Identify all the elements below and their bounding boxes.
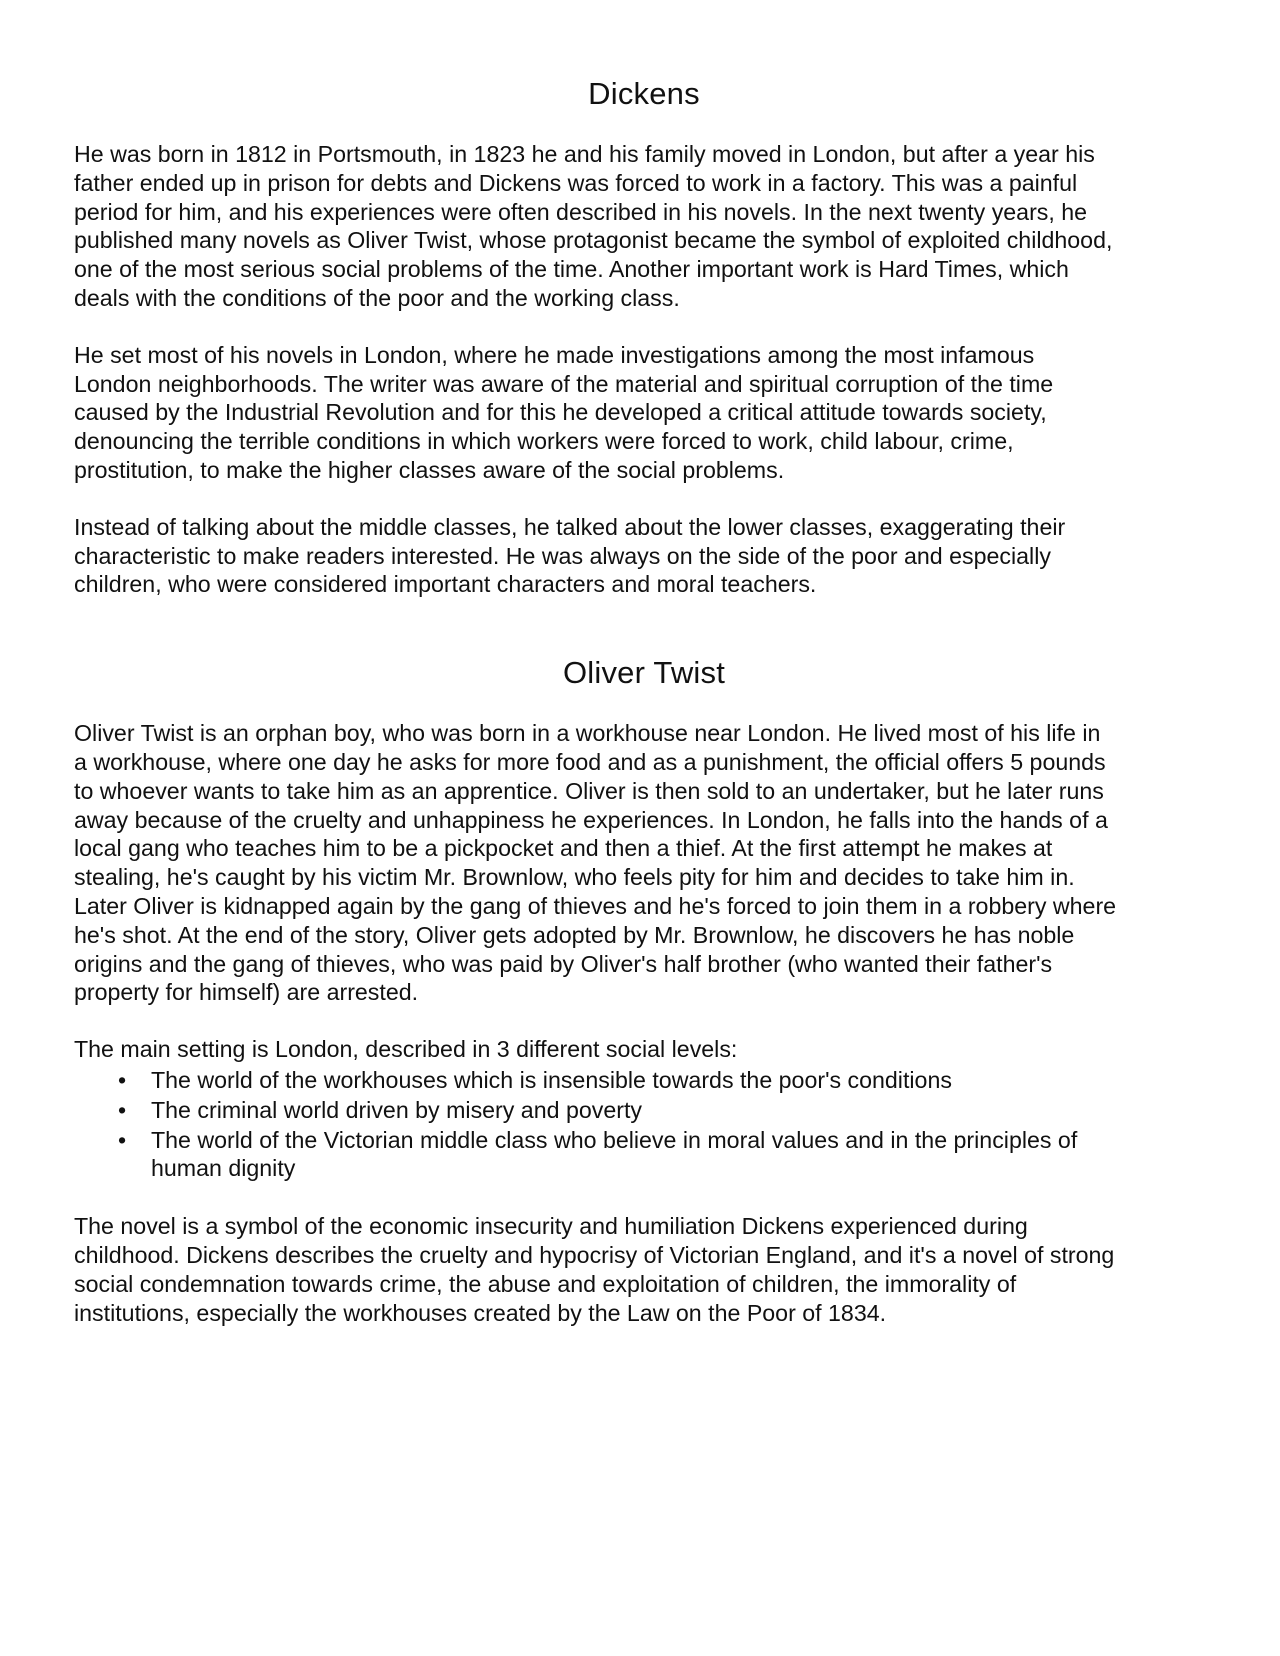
text-line: a workhouse, where one day he asks for more food and as a punishment, the official offers 5 pounds — [74, 748, 1106, 775]
paragraph-biography — [74, 140, 1214, 313]
text-line: The world of the Victorian middle class who believe in moral values and in the principles of — [151, 1126, 1078, 1153]
list-item — [74, 1126, 1214, 1184]
bullet-icon: • — [117, 1126, 127, 1153]
text-line: local gang who teaches him to be a pickpocket and then a thief. At the first attempt he makes at — [74, 835, 1053, 862]
text-line: away because of the cruelty and unhappiness he experiences. In London, he falls into the hands of a — [74, 806, 1108, 833]
text-line: Instead of talking about the middle classes, he talked about the lower classes, exaggerating their — [74, 513, 1066, 540]
text-line: caused by the Industrial Revolution and for this he developed a critical attitude towards society, — [74, 399, 1047, 426]
paragraph-conclusion — [74, 1212, 1214, 1327]
paragraph-plot-summary — [74, 719, 1214, 1007]
paragraph-lower-classes — [74, 513, 1214, 599]
text-line: children, who were considered important characters and moral teachers. — [74, 571, 817, 598]
list-item — [74, 1096, 1214, 1125]
paragraph-setting-intro — [74, 1035, 1214, 1064]
section-title-dickens: Dickens — [588, 76, 700, 111]
text-line: social condemnation towards crime, the abuse and exploitation of children, the immorality of — [74, 1270, 1017, 1297]
text-line: Oliver Twist is an orphan boy, who was born in a workhouse near London. He lived most of his life in — [74, 720, 1101, 747]
text-line: denouncing the terrible conditions in which workers were forced to work, child labour, crime, — [74, 428, 1014, 455]
text-line: The world of the workhouses which is insensible towards the poor's conditions — [151, 1066, 952, 1093]
paragraph-london-setting — [74, 341, 1214, 485]
text-line: He was born in 1812 in Portsmouth, in 1823 he and his family moved in London, but after a year his — [74, 141, 1095, 167]
text-line: Later Oliver is kidnapped again by the gang of thieves and he's forced to join them in a robbery where — [74, 892, 1117, 919]
text-line: The criminal world driven by misery and poverty — [151, 1096, 642, 1123]
text-line: he's shot. At the end of the story, Oliver gets adopted by Mr. Brownlow, he discovers he has noble — [74, 921, 1075, 948]
text-line: childhood. Dickens describes the cruelty and hypocrisy of Victorian England, and it's a novel of strong — [74, 1241, 1115, 1268]
list-item — [74, 1066, 1214, 1095]
text-line: He set most of his novels in London, where he made investigations among the most infamous — [74, 341, 1035, 368]
text-line: London neighborhoods. The writer was aware of the material and spiritual corruption of the time — [74, 370, 1054, 397]
text-line: to whoever wants to take him as an apprentice. Oliver is then sold to an undertaker, but he later runs — [74, 777, 1104, 804]
text-line: stealing, he's caught by his victim Mr. Brownlow, who feels pity for him and decides to take him in. — [74, 864, 1075, 891]
text-line: property for himself) are arrested. — [74, 979, 419, 1006]
text-line: The main setting is London, described in 3 different social levels: — [74, 1036, 738, 1063]
text-line: period for him, and his experiences were often described in his novels. In the next twenty years, he — [74, 198, 1088, 225]
document-page — [74, 74, 1214, 1327]
social-levels-list — [74, 1066, 1214, 1183]
text-line: characteristic to make readers interested. He was always on the side of the poor and especially — [74, 542, 1051, 569]
text-line: one of the most serious social problems of the time. Another important work is Hard Times, which — [74, 256, 1069, 283]
text-line: institutions, especially the workhouses created by the Law on the Poor of 1834. — [74, 1299, 887, 1326]
text-line: father ended up in prison for debts and Dickens was forced to work in a factory. This was a painful — [74, 169, 1078, 196]
text-line: origins and the gang of thieves, who was paid by Oliver's half brother (who wanted their father's — [74, 950, 1053, 977]
bullet-icon: • — [117, 1096, 127, 1123]
text-line: human dignity — [151, 1155, 296, 1182]
section-title-oliver-twist: Oliver Twist — [562, 655, 726, 691]
text-line: published many novels as Oliver Twist, whose protagonist became the symbol of exploited childhood, — [74, 227, 1113, 254]
text-line: prostitution, to make the higher classes aware of the social problems. — [74, 456, 785, 483]
text-line: deals with the conditions of the poor and the working class. — [74, 284, 680, 311]
bullet-icon: • — [117, 1066, 127, 1093]
text-line: The novel is a symbol of the economic insecurity and humiliation Dickens experienced during — [74, 1213, 1028, 1240]
